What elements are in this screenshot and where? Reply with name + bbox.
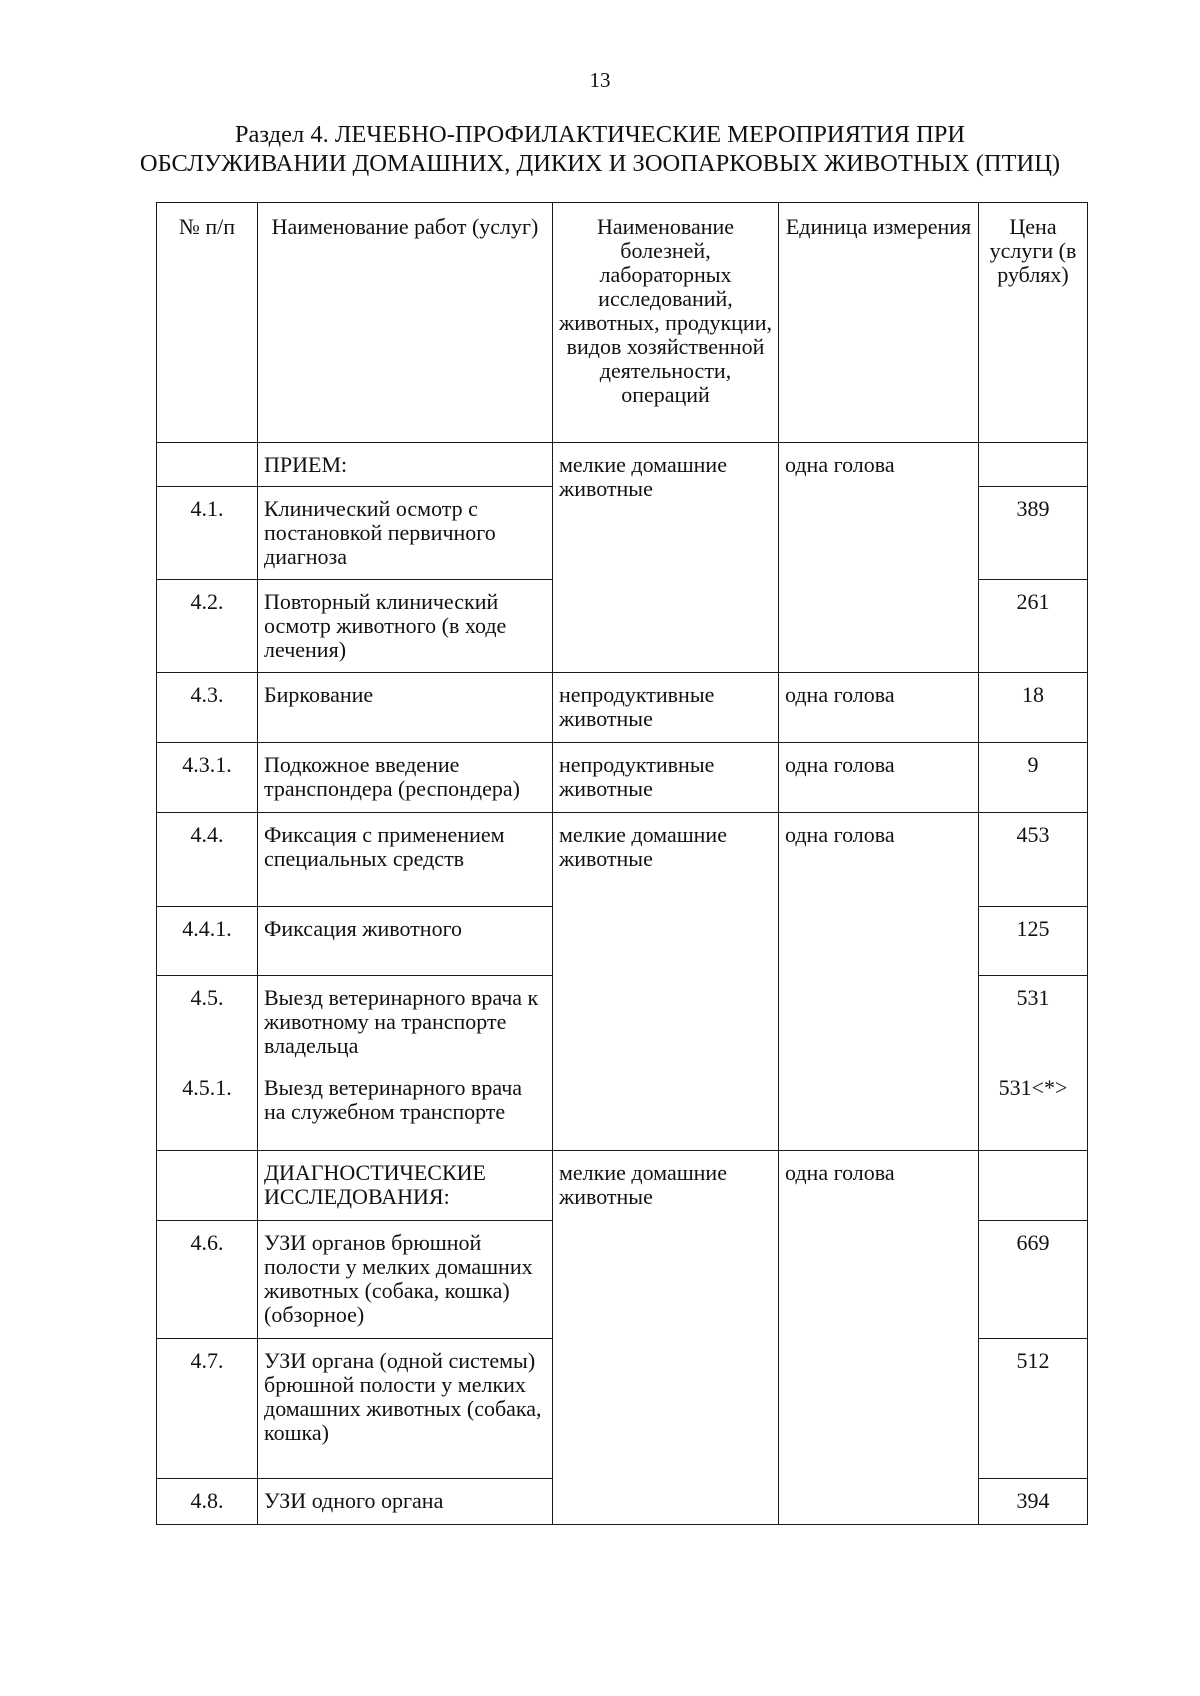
row-work: УЗИ одного органа [258,1479,553,1525]
row-work: ПРИЕМ: [258,443,553,487]
row-unit: одна голова [779,743,979,813]
row-price: 261 [979,580,1088,673]
row-num: 4.3.1. [157,743,258,813]
row-work: Биркование [258,673,553,743]
row-num: 4.8. [157,1479,258,1525]
table-row [157,743,1088,813]
row-num [157,1151,258,1221]
row-unit: одна голова [779,1151,979,1525]
row-price: 512 [979,1339,1088,1479]
row-num: 4.7. [157,1339,258,1479]
row-objects: мелкие домашние животные [553,1151,779,1525]
row-price: 531<*> [979,1066,1088,1151]
row-work: УЗИ органа (одной системы) брюшной полости у мелких домашних животных (собака, кошка) [258,1339,553,1479]
row-num: 4.5. [157,976,258,1066]
header-price: Цена услуги (в рублях) [979,203,1088,443]
row-num: 4.4.1. [157,907,258,976]
row-price: 531 [979,976,1088,1066]
row-price [979,443,1088,487]
row-price [979,1151,1088,1221]
row-price: 125 [979,907,1088,976]
row-work: Фиксация с применением специальных средств [258,813,553,907]
header-objects: Наименование болезней, лабораторных исследований, животных, продукции, видов хозяйственной деятельности, операций [553,203,779,443]
table-row [157,443,1088,487]
header-num: № п/п [157,203,258,443]
page-number: 13 [589,68,611,92]
section-title-line-1: Раздел 4. ЛЕЧЕБНО-ПРОФИЛАКТИЧЕСКИЕ МЕРОПРИЯТИЯ ПРИ [234,121,966,148]
row-num [157,443,258,487]
row-work: Повторный клинический осмотр животного (в ходе лечения) [258,580,553,673]
row-num: 4.1. [157,487,258,580]
row-work: ДИАГНОСТИЧЕСКИЕ ИССЛЕДОВАНИЯ: [258,1151,553,1221]
row-objects: непродуктивные животные [553,673,779,743]
row-price: 9 [979,743,1088,813]
row-price: 453 [979,813,1088,907]
row-num: 4.6. [157,1221,258,1339]
row-work: УЗИ органов брюшной полости у мелких домашних животных (собака, кошка) (обзорное) [258,1221,553,1339]
row-price: 394 [979,1479,1088,1525]
row-unit: одна голова [779,813,979,1151]
row-objects: непродуктивные животные [553,743,779,813]
row-unit: одна голова [779,673,979,743]
header-unit: Единица измерения [779,203,979,443]
row-num: 4.2. [157,580,258,673]
price-table [156,202,1088,1525]
table-header-row [157,203,1088,443]
row-num: 4.5.1. [157,1066,258,1151]
row-num: 4.3. [157,673,258,743]
row-work: Выезд ветеринарного врача к животному на транспорте владельца [258,976,553,1066]
table-row [157,673,1088,743]
header-work: Наименование работ (услуг) [258,203,553,443]
row-work: Подкожное введение транспондера (респондера) [258,743,553,813]
row-price: 389 [979,487,1088,580]
row-work: Фиксация животного [258,907,553,976]
row-objects: мелкие домашние животные [553,443,779,673]
row-price: 18 [979,673,1088,743]
row-work: Выезд ветеринарного врача на служебном транспорте [258,1066,553,1151]
section-title-line-2: ОБСЛУЖИВАНИИ ДОМАШНИХ, ДИКИХ И ЗООПАРКОВЫХ ЖИВОТНЫХ (ПТИЦ) [139,150,1061,177]
section-title [100,120,1100,178]
table-row [157,1151,1088,1221]
row-unit: одна голова [779,443,979,673]
row-objects: мелкие домашние животные [553,813,779,1151]
row-num: 4.4. [157,813,258,907]
row-price: 669 [979,1221,1088,1339]
table-row [157,813,1088,907]
row-work: Клинический осмотр с постановкой первичного диагноза [258,487,553,580]
